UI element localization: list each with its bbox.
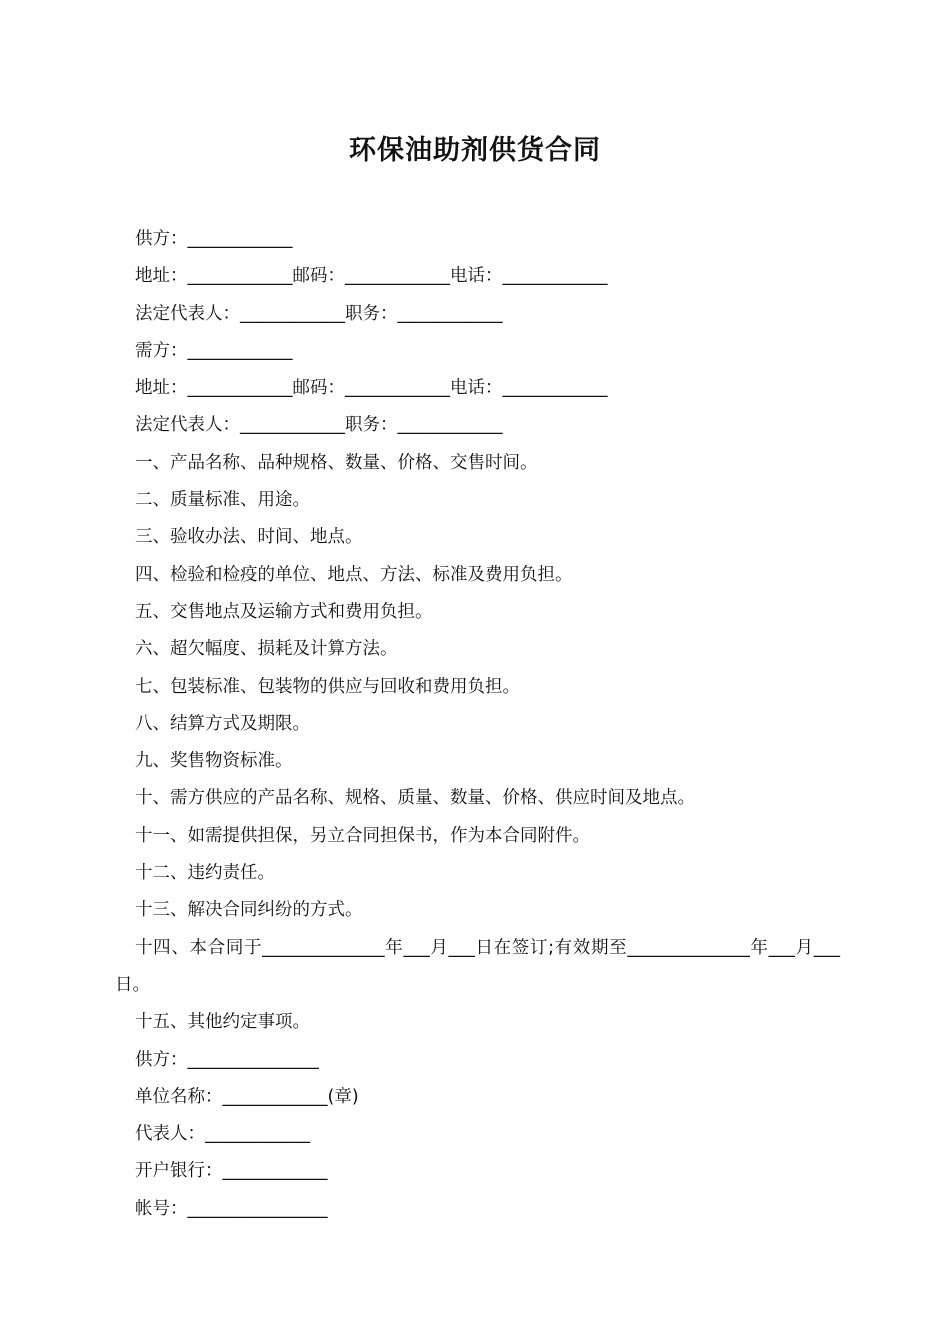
contract-body bbox=[115, 221, 840, 1228]
buyer-representative-line: 法定代表人：____________职务：____________ bbox=[135, 415, 503, 436]
clause-2: 二、质量标准、用途。 bbox=[135, 490, 310, 511]
clause-5: 五、交售地点及运输方式和费用负担。 bbox=[135, 601, 433, 622]
buyer-line: 需方：____________ bbox=[135, 340, 293, 361]
clause-15: 十五、其他约定事项。 bbox=[135, 1012, 310, 1033]
signature-supplier: 供方：_______________ bbox=[135, 1049, 319, 1070]
clause-6: 六、超欠幅度、损耗及计算方法。 bbox=[135, 639, 398, 660]
signature-unit-name: 单位名称：____________(章) bbox=[135, 1086, 359, 1107]
signature-representative: 代表人：____________ bbox=[135, 1124, 310, 1145]
clause-12: 十二、违约责任。 bbox=[135, 863, 275, 884]
clause-14: 十四、本合同于______________年___月___日在签订;有效期至______________年___月___日。 bbox=[115, 937, 840, 995]
buyer-address-line: 地址：____________邮码：____________电话：____________ bbox=[135, 378, 608, 399]
clause-8: 八、结算方式及期限。 bbox=[135, 713, 310, 734]
clause-10: 十、需方供应的产品名称、规格、质量、数量、价格、供应时间及地点。 bbox=[135, 788, 695, 809]
clause-13: 十三、解决合同纠纷的方式。 bbox=[135, 900, 363, 921]
signature-bank: 开户银行：____________ bbox=[135, 1161, 328, 1182]
clause-9: 九、奖售物资标准。 bbox=[135, 751, 293, 772]
supplier-address-line: 地址：____________邮码：____________电话：____________ bbox=[135, 266, 608, 287]
clause-3: 三、验收办法、时间、地点。 bbox=[135, 527, 363, 548]
clause-1: 一、产品名称、品种规格、数量、价格、交售时间。 bbox=[135, 452, 538, 473]
supplier-line: 供方：____________ bbox=[135, 229, 293, 249]
page-title: 环保油助剂供货合同 bbox=[349, 135, 601, 166]
clause-11: 十一、如需提供担保，另立合同担保书，作为本合同附件。 bbox=[135, 825, 590, 846]
supplier-representative-line: 法定代表人：____________职务：____________ bbox=[135, 303, 503, 324]
clause-4: 四、检验和检疫的单位、地点、方法、标准及费用负担。 bbox=[135, 564, 573, 585]
signature-account: 帐号：________________ bbox=[135, 1198, 328, 1219]
clause-7: 七、包装标准、包装物的供应与回收和费用负担。 bbox=[135, 676, 520, 697]
